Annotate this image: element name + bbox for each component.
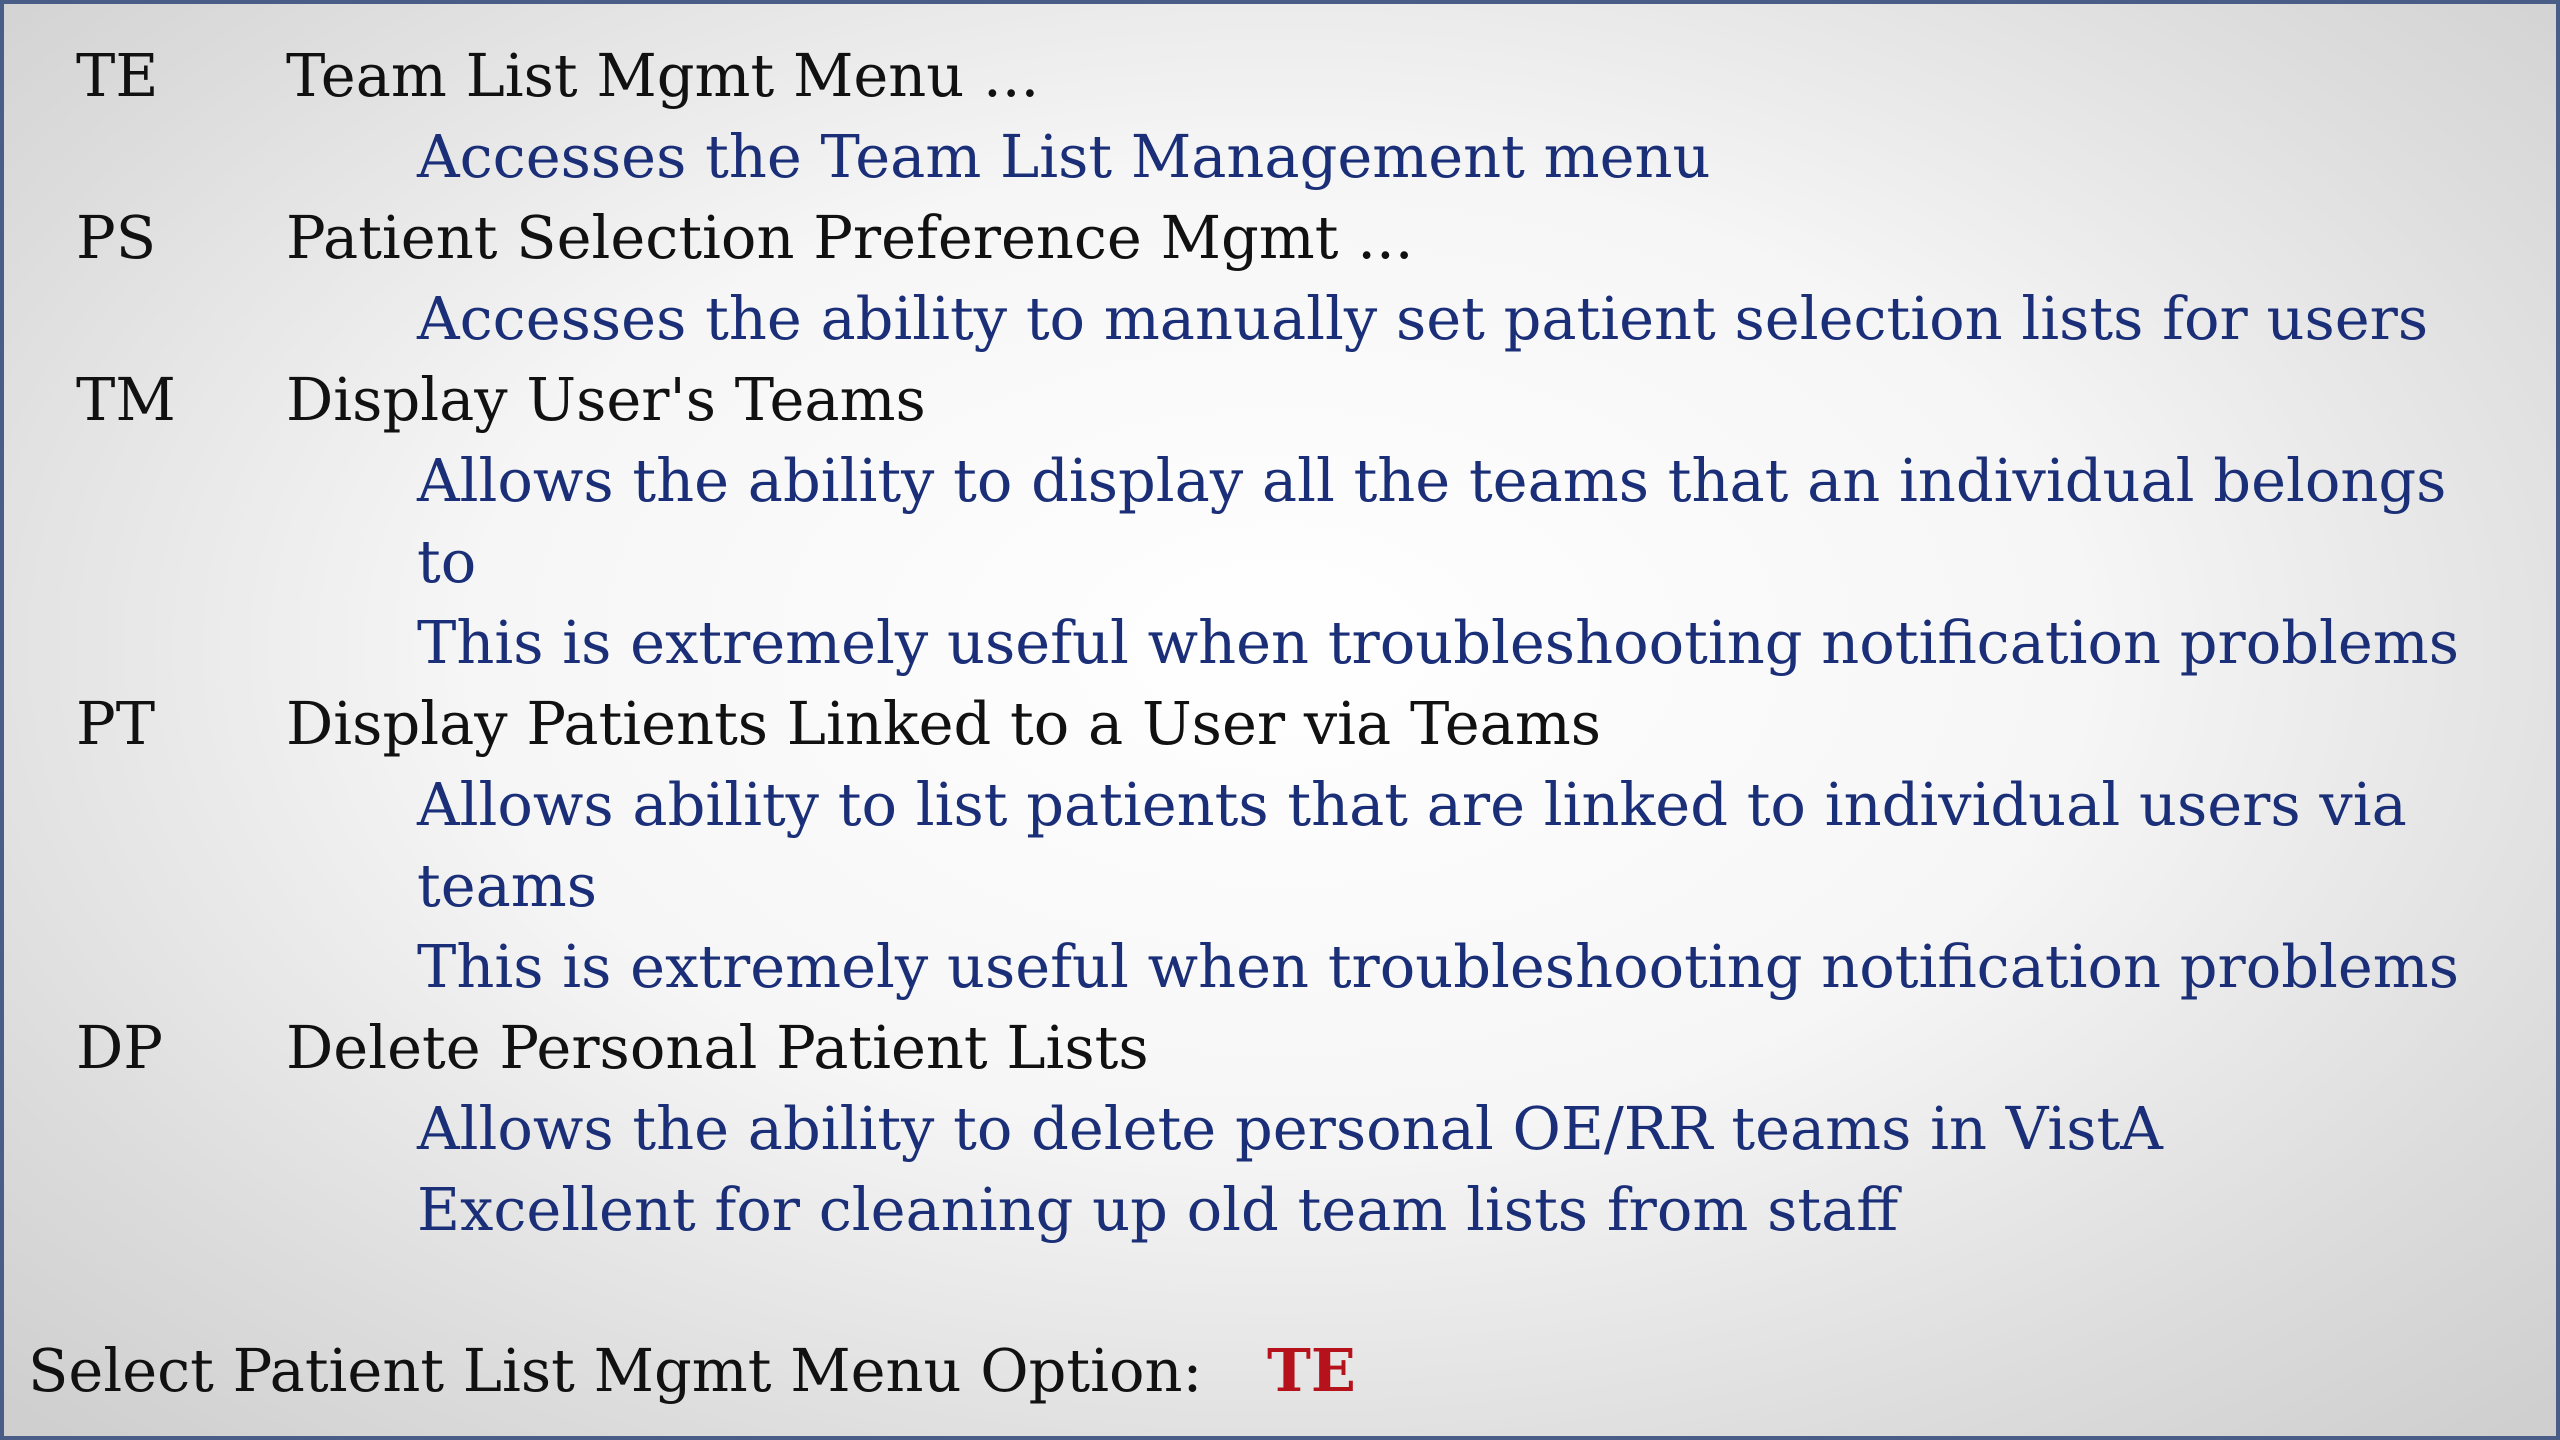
menu-desc-tm-3: This is extremely useful when troubleshooting notification problems: [417, 608, 2460, 677]
menu-code-tm[interactable]: TM: [76, 365, 176, 434]
menu-desc-tm-2: to: [417, 527, 477, 596]
menu-option-prompt: Select Patient List Mgmt Menu Option:: [28, 1336, 1203, 1405]
menu-title-te[interactable]: Team List Mgmt Menu ...: [286, 41, 1040, 110]
menu-title-pt[interactable]: Display Patients Linked to a User via Teams: [286, 689, 1602, 758]
menu-code-dp[interactable]: DP: [76, 1013, 164, 1082]
menu-desc-pt-3: This is extremely useful when troubleshooting notification problems: [417, 932, 2460, 1001]
menu-desc-dp-1: Allows the ability to delete personal OE/RR teams in VistA: [417, 1094, 2163, 1163]
menu-code-te[interactable]: TE: [76, 41, 159, 110]
menu-desc-pt-2: teams: [417, 851, 598, 920]
menu-desc-tm-1: Allows the ability to display all the teams that an individual belongs: [417, 446, 2447, 515]
menu-title-dp[interactable]: Delete Personal Patient Lists: [286, 1013, 1149, 1082]
menu-option-input[interactable]: TE: [1267, 1336, 1356, 1405]
menu-code-ps[interactable]: PS: [76, 203, 157, 272]
menu-title-ps[interactable]: Patient Selection Preference Mgmt ...: [286, 203, 1414, 272]
menu-title-tm[interactable]: Display User's Teams: [286, 365, 926, 434]
menu-desc-ps-1: Accesses the ability to manually set patient selection lists for users: [417, 284, 2429, 353]
menu-desc-te-1: Accesses the Team List Management menu: [417, 122, 1711, 191]
menu-desc-dp-2: Excellent for cleaning up old team lists from staff: [417, 1175, 1899, 1244]
menu-desc-pt-1: Allows ability to list patients that are linked to individual users via: [417, 770, 2407, 839]
menu-code-pt[interactable]: PT: [76, 689, 156, 758]
